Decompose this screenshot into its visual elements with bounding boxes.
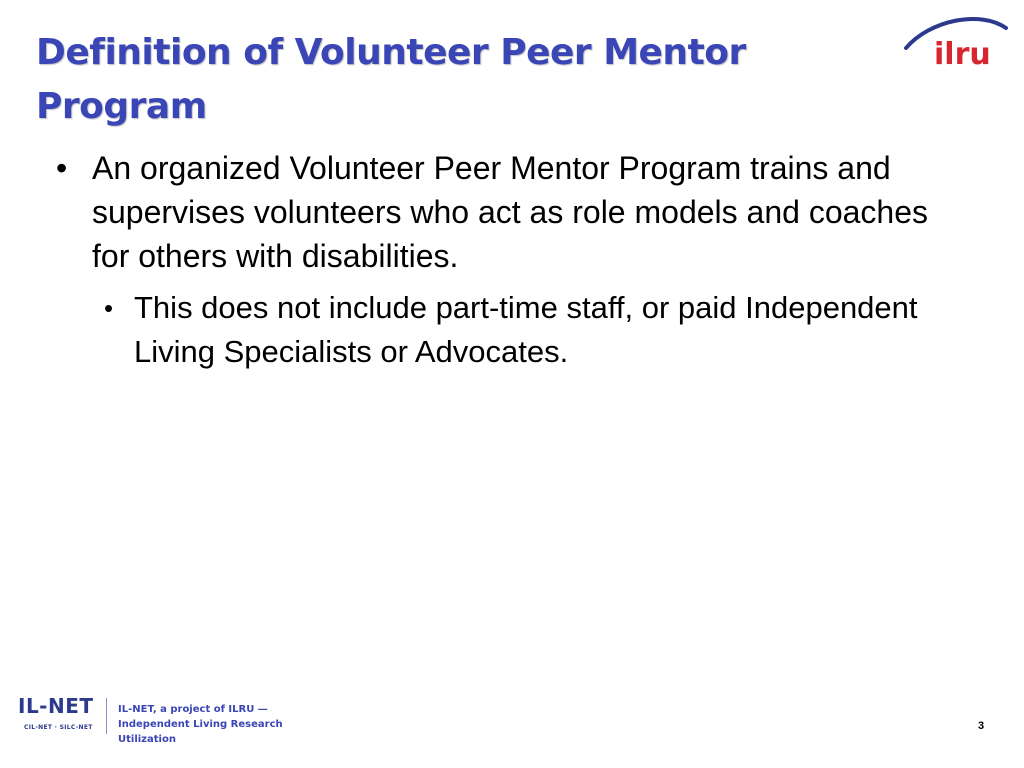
bullet-item bbox=[54, 146, 974, 278]
bullet-text: An organized Volunteer Peer Mentor Program trains and supervises volunteers who act as role models and coaches for others with disabilities. bbox=[92, 150, 928, 274]
il-net-logo-subtext: CIL-NET · SILC-NET bbox=[24, 724, 93, 731]
footer-divider bbox=[106, 698, 107, 734]
sub-bullet-item bbox=[104, 286, 974, 374]
footer-branding bbox=[14, 694, 334, 745]
ilru-logo-text: ilru bbox=[934, 37, 991, 72]
footer-tagline-line1: IL-NET, a project of ILRU — bbox=[118, 704, 268, 715]
slide-number: 3 bbox=[978, 720, 985, 732]
bullet-dot: • bbox=[104, 293, 114, 323]
ilru-logo bbox=[900, 8, 1012, 72]
sub-bullet-text: This does not include part-time staff, or paid Independent Living Specialists or Advocates. bbox=[134, 290, 918, 369]
il-net-logo: IL-NET bbox=[18, 694, 94, 718]
slide-title: Definition of Volunteer Peer Mentor Program bbox=[36, 32, 746, 127]
bullet-dot: • bbox=[56, 150, 68, 186]
slide-body bbox=[54, 146, 974, 374]
footer-tagline bbox=[118, 702, 334, 747]
footer-tagline-line2: Independent Living Research Utilization bbox=[118, 719, 283, 745]
ilru-swoosh-logo-icon bbox=[900, 8, 1012, 72]
